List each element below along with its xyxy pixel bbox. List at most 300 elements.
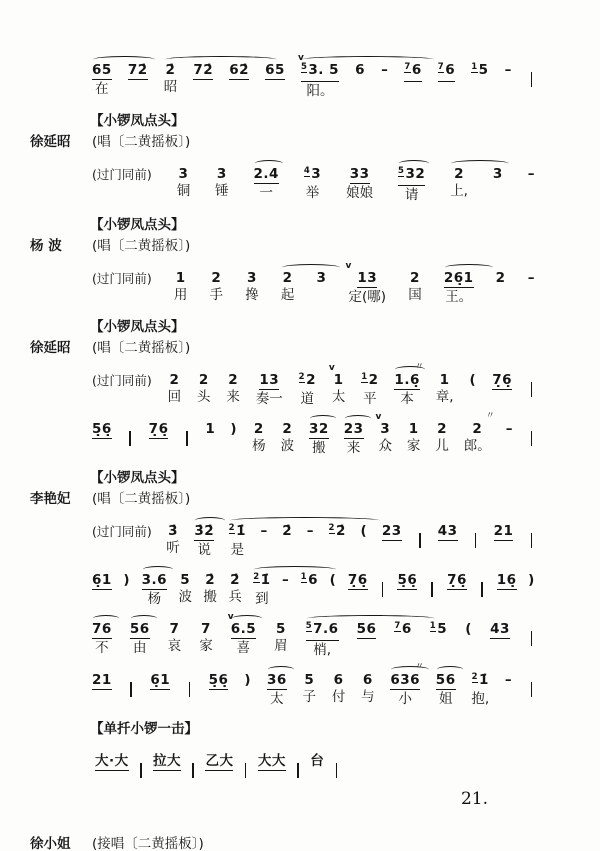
lyric: 娘娘 [346, 185, 374, 201]
note-number: $^2$1̇ [228, 523, 246, 539]
lyric: 与 [361, 689, 375, 705]
note-token [382, 515, 402, 558]
note-token [95, 745, 129, 788]
note-token [92, 54, 112, 97]
note-token [229, 515, 246, 558]
note-number: 56 [129, 621, 150, 637]
note-number: 3̇2̇ [194, 523, 215, 539]
note-token [348, 564, 368, 607]
note-number: $^2$2 [298, 372, 316, 388]
note-token [345, 261, 387, 305]
lyric [307, 591, 311, 607]
note-token [407, 413, 421, 454]
note-token [390, 662, 425, 707]
note-token [438, 515, 458, 558]
grace-note: 2 [253, 572, 260, 582]
speaker-name: 徐延昭 [30, 134, 71, 150]
note-number: – [527, 270, 535, 286]
note-token [92, 564, 112, 607]
music-line [92, 262, 535, 305]
lyric [401, 640, 405, 656]
lyric [110, 772, 114, 788]
interlude-label [92, 158, 152, 199]
note-number: $^4$3 [303, 166, 322, 182]
lyric: 回 [167, 389, 182, 405]
lyric: 说 [197, 542, 211, 558]
note-number: 32 [309, 421, 329, 437]
note-number: 5 [180, 572, 191, 588]
note-number: – [381, 62, 389, 78]
lyric [216, 691, 220, 707]
lyric [390, 542, 394, 558]
note-token [528, 564, 535, 605]
note-token [274, 613, 288, 654]
lyric: 一 [259, 185, 273, 201]
note-number: 5̣6̣ [397, 572, 418, 588]
lyric [478, 81, 482, 97]
lyric: 来 [346, 440, 361, 456]
note-number: 1 [408, 421, 419, 437]
percussion-tag: 【小锣凤点头】 [90, 217, 185, 233]
lyric: 哀 [167, 638, 182, 654]
lyric [455, 591, 459, 607]
note-token [310, 745, 324, 786]
barline-mark [531, 682, 533, 697]
note-token [193, 54, 213, 97]
note-number: 62̇ [229, 62, 249, 78]
lyric [201, 81, 205, 97]
note-number: $^5$3. 5 [301, 63, 339, 82]
note-token [492, 364, 512, 407]
note-token [355, 54, 365, 95]
interlude-label-text: (过门同前) [92, 524, 152, 539]
barline-mark [475, 533, 477, 548]
lyric: 道 [300, 391, 315, 407]
lyric: 家 [199, 638, 213, 654]
barline-mark [382, 582, 384, 597]
lyric [500, 391, 504, 407]
breath-mark: v [375, 412, 382, 422]
note-token [398, 158, 425, 203]
note-number: 3 [216, 166, 227, 182]
note-token [256, 364, 283, 407]
grace-note: 2 [298, 372, 306, 382]
lyric [262, 540, 266, 556]
lyric [466, 638, 470, 654]
note-token [450, 158, 468, 199]
lyric: 头 [197, 389, 211, 405]
lyric [283, 589, 287, 605]
note-token [199, 613, 213, 654]
note-token [282, 515, 292, 556]
note-number: ) [123, 572, 131, 588]
lyric: 搬 [312, 440, 326, 456]
lyric [529, 287, 533, 303]
note-number: 3 [178, 166, 189, 182]
note-token [166, 515, 180, 556]
note-token [229, 54, 249, 97]
barline [528, 664, 535, 697]
lyric: 上, [450, 183, 468, 199]
note-number: 5 [304, 672, 315, 688]
lyric: 由 [132, 640, 147, 656]
lyric: 是 [230, 542, 245, 558]
note-number: 36 [266, 672, 287, 688]
note-token [228, 564, 242, 605]
note-token [471, 54, 488, 97]
note-token [215, 158, 229, 199]
lyric [436, 640, 440, 656]
note-number: 72̇ [193, 62, 214, 78]
note-token [329, 564, 336, 605]
lyric [208, 438, 212, 454]
note-token [332, 664, 346, 705]
percussion-tag: 【单扦小锣一击】 [90, 721, 198, 737]
lyric: 到 [255, 591, 269, 607]
barline [528, 413, 535, 446]
note-number: 2 [211, 270, 222, 286]
note-number: 6 [362, 672, 373, 688]
note-token [254, 158, 279, 201]
breath-mark: v [297, 53, 304, 63]
lyric [362, 540, 366, 556]
note-number: 3 [492, 166, 503, 182]
note-number: 2 [454, 166, 465, 182]
lyric [529, 589, 533, 605]
note-token [381, 54, 388, 95]
note-number: ) [528, 572, 535, 588]
lyric [505, 591, 509, 607]
lyric [237, 81, 241, 97]
note-number: $^5$32 [398, 167, 425, 186]
stage-direction: (唱〔二黄摇板〕) [92, 340, 191, 356]
note-token [394, 362, 424, 407]
note-token [436, 364, 454, 405]
note-number: $^2$1̇ [253, 572, 271, 588]
barline [183, 413, 190, 446]
lyric: 波 [280, 438, 295, 454]
lyric: 家 [406, 438, 421, 454]
note-number: $^7$6 [394, 621, 412, 637]
barline-mark [297, 763, 299, 778]
speaker-name: 杨 波 [30, 238, 62, 254]
note-number: 2 [282, 421, 293, 437]
note-number: 26̣1 [443, 270, 474, 286]
grace-note: 5 [300, 62, 308, 72]
slur-arc [165, 56, 277, 63]
note-token [178, 564, 192, 605]
note-number: $^1$5 [429, 621, 448, 637]
note-number: – [504, 672, 513, 688]
note-token [92, 413, 112, 456]
note-number: 21 [92, 672, 112, 688]
note-number: 13 [259, 372, 280, 388]
note-token [408, 262, 422, 303]
note-token [493, 158, 503, 199]
barline-mark [481, 582, 483, 597]
lyric [501, 542, 505, 558]
note-token [328, 363, 346, 405]
note-number: 33 [349, 166, 370, 182]
barline-mark [531, 631, 533, 646]
note-number: 56 [356, 621, 377, 637]
lyric [498, 640, 502, 656]
lyric: 杨 [252, 438, 266, 454]
lyric: 抱, [471, 691, 490, 707]
interlude-label [92, 515, 152, 556]
barline [190, 745, 197, 778]
note-number: $^7$6 [438, 63, 455, 82]
lyric [100, 591, 104, 607]
note-token [436, 664, 456, 707]
note-number: 1 [175, 270, 186, 286]
barline-mark [531, 382, 533, 397]
lyric [156, 440, 160, 456]
lyric: 昭 [163, 79, 178, 95]
note-token [346, 158, 373, 201]
lyric [506, 689, 510, 705]
note-number: 2 [228, 372, 239, 388]
barline [137, 745, 144, 778]
note-number: 1 [205, 421, 216, 437]
music-line [92, 564, 535, 607]
lyric: 付 [331, 689, 346, 705]
note-token [528, 262, 535, 303]
lyric: 章, [435, 389, 454, 405]
note-number: – [504, 62, 512, 78]
grace-note: 7 [437, 62, 445, 72]
note-number: 3.6 [141, 572, 168, 588]
note-token [194, 515, 214, 558]
lyric [331, 589, 335, 605]
lyric [273, 81, 277, 97]
interlude-label [92, 364, 152, 405]
note-token [282, 564, 289, 605]
speaker-name: 徐小姐 [30, 836, 71, 851]
score-body [30, 54, 570, 851]
lyric [358, 79, 362, 95]
lyric: 梢, [313, 642, 332, 658]
note-number: 2̇ [165, 62, 176, 78]
note-token [506, 413, 513, 454]
grace-note: 1 [471, 62, 478, 72]
lyric: 眉 [274, 638, 288, 654]
note-number: 6 [333, 672, 344, 688]
note-token [177, 158, 191, 199]
note-token [230, 413, 237, 454]
grace-note: 5 [398, 166, 405, 176]
note-token [205, 745, 233, 788]
lyric: 王。 [445, 289, 473, 305]
grace-note: 5 [305, 621, 313, 631]
grace-note: 1 [429, 621, 437, 631]
note-number: 7̣6̣ [347, 572, 368, 588]
lyric [100, 440, 104, 456]
lyric [364, 640, 368, 656]
note-number: 23 [343, 421, 364, 437]
lyric [444, 83, 448, 99]
note-number: 7 [200, 621, 211, 637]
barline [128, 664, 135, 697]
lyric [308, 540, 312, 556]
note-number: $^1$5 [471, 62, 489, 78]
note-number: 21 [493, 523, 514, 539]
barline-mark [140, 763, 142, 778]
lyric: 在 [95, 81, 109, 97]
stage-direction: (唱〔二黄摇板〕) [92, 134, 191, 150]
lyric: 太 [331, 389, 346, 405]
note-number: 636 [390, 672, 421, 688]
note-number: 3 [380, 421, 391, 437]
barline [528, 515, 535, 548]
note-number: 43 [490, 621, 510, 637]
note-token [329, 515, 346, 558]
lyric: 平 [363, 391, 377, 407]
music-line [95, 745, 340, 788]
note-number: ( [329, 572, 337, 588]
lyric: 搀 [245, 287, 259, 303]
lyric: 郎。 [463, 438, 491, 454]
lyric: 搬 [203, 589, 217, 605]
note-number: 2 [410, 270, 420, 286]
note-token [375, 412, 392, 454]
music-line [92, 54, 535, 99]
note-number: 3 [316, 270, 327, 286]
note-token [438, 54, 455, 99]
note-token [357, 613, 377, 656]
lyric: 波 [178, 589, 192, 605]
note-number: 大大 [257, 753, 286, 769]
note-token [168, 613, 182, 654]
note-number: 1.6̣ [394, 372, 420, 388]
barline [416, 515, 423, 548]
lyric [232, 438, 236, 454]
note-token [297, 53, 339, 99]
lyric [356, 591, 360, 607]
breath-mark: v [345, 261, 352, 271]
note-token [197, 364, 211, 405]
barline [127, 413, 134, 446]
lyric: 举 [305, 185, 320, 201]
note-number: – [505, 421, 513, 437]
note-number: 2̇ [230, 572, 241, 588]
barline [429, 564, 436, 597]
note-number: 3̇ [168, 523, 178, 539]
lyric [446, 542, 450, 558]
note-number: 6̣1 [92, 572, 112, 588]
note-number: 2 [282, 270, 293, 286]
note-number: 72̇ [127, 62, 148, 78]
grace-note: 7 [404, 62, 411, 72]
note-number: 7̣6̣ [148, 421, 169, 437]
lyric: 用 [173, 287, 188, 303]
speaker-row [30, 336, 570, 356]
note-number: 2̇ [282, 523, 293, 539]
interlude-label [92, 262, 152, 303]
page-number: 21. [460, 789, 488, 809]
interlude-label-text: (过门同前) [92, 373, 152, 388]
lyric [246, 689, 250, 705]
note-number: 2 [198, 372, 209, 388]
note-number: 65 [92, 62, 112, 78]
note-token [505, 664, 512, 705]
note-token [258, 745, 286, 788]
note-token [303, 664, 317, 705]
note-token [252, 413, 266, 454]
lyric [165, 772, 169, 788]
barline [333, 745, 340, 778]
ornament-mark: 〃 [485, 411, 495, 421]
lyric [100, 691, 104, 707]
note-number: 2 [437, 421, 448, 437]
note-token [209, 664, 229, 707]
lyric [285, 540, 289, 556]
barline-mark [245, 763, 247, 778]
note-token [226, 364, 240, 405]
barline-mark [431, 582, 433, 597]
grace-note: 2 [228, 523, 236, 533]
note-number: 大·大 [95, 753, 129, 769]
note-number: 43 [437, 523, 458, 539]
barline [528, 613, 535, 646]
note-token [430, 613, 447, 656]
note-token [281, 262, 295, 303]
grace-note: 7 [394, 621, 401, 631]
note-token [447, 564, 467, 607]
note-token [435, 413, 449, 454]
note-token [394, 613, 411, 656]
note-token [497, 564, 517, 607]
note-token [361, 664, 375, 705]
note-number: – [260, 523, 268, 539]
note-number: 3 [246, 270, 257, 286]
note-token [227, 612, 257, 656]
lyric: 听 [166, 540, 180, 556]
lyric [315, 770, 319, 786]
note-token [123, 564, 130, 605]
lyric: 小 [398, 691, 412, 707]
note-number: 5̣6̣ [208, 672, 229, 688]
note-number: 6.5 [230, 621, 257, 637]
breath-mark: v [227, 612, 234, 622]
barline-mark [192, 763, 194, 778]
note-token [496, 262, 506, 303]
note-token [397, 564, 417, 607]
note-token [153, 745, 181, 788]
grace-note: 4 [303, 166, 311, 176]
lyric [496, 183, 500, 199]
note-number: 2 [495, 270, 506, 286]
note-number: 65 [265, 62, 285, 78]
note-token [469, 364, 476, 405]
note-token [299, 364, 316, 407]
lyric: 奏一 [255, 391, 283, 407]
note-token [130, 613, 150, 656]
barline-mark [531, 533, 533, 548]
note-token [245, 262, 259, 303]
lyric: 起 [280, 287, 295, 303]
barline [295, 745, 302, 778]
note-token [244, 664, 251, 705]
note-token [205, 413, 215, 454]
lyric: 本 [400, 391, 414, 407]
note-token [463, 411, 495, 454]
note-token [92, 664, 112, 707]
note-token [128, 54, 148, 97]
barline-mark [186, 431, 188, 446]
note-number: 2 [169, 372, 180, 388]
lyric [405, 591, 409, 607]
